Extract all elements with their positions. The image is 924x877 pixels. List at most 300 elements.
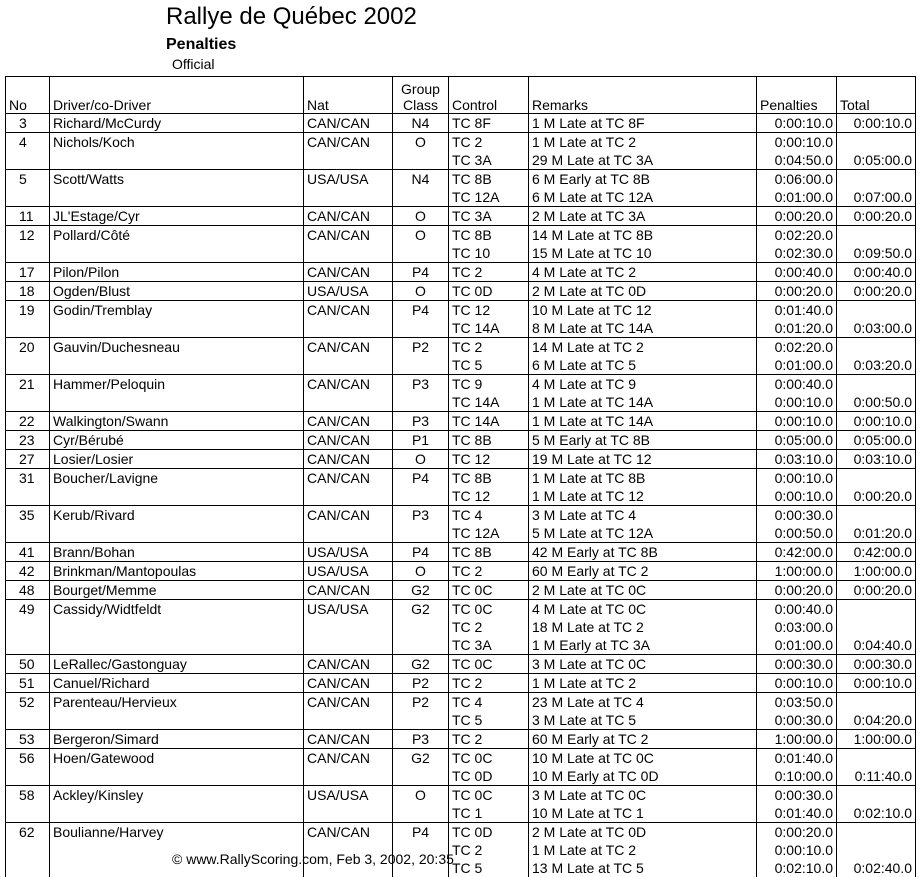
remark-text: 5 M Early at TC 8B [532, 431, 756, 449]
control-value: TC 4 [452, 506, 528, 524]
group-class: O [393, 226, 449, 263]
remarks-cell [529, 301, 757, 338]
control-value: TC 0D [452, 767, 528, 785]
control-cell [449, 375, 529, 412]
total-cell [837, 207, 916, 226]
nationality: CAN/CAN [304, 730, 393, 749]
table-row [6, 375, 916, 412]
penalties-cell [757, 114, 837, 133]
car-number: 35 [6, 506, 50, 543]
control-value: TC 12A [452, 188, 528, 206]
nationality: USA/USA [304, 170, 393, 207]
col-header-total: Total [837, 77, 916, 114]
spacer [837, 600, 912, 618]
spacer [837, 170, 912, 188]
penalty-value: 0:00:10.0 [757, 412, 833, 430]
control-value: TC 0C [452, 600, 528, 618]
penalty-value: 0:00:10.0 [757, 841, 833, 859]
total-cell [837, 412, 916, 431]
penalty-value: 0:00:20.0 [757, 207, 833, 225]
remark-text: 1 M Late at TC 2 [532, 841, 756, 859]
remarks-cell [529, 655, 757, 674]
driver-name: Kerub/Rivard [50, 506, 304, 543]
driver-name: Losier/Losier [50, 450, 304, 469]
penalties-cell [757, 786, 837, 823]
remark-text: 1 M Late at TC 2 [532, 133, 756, 151]
penalties-body [6, 114, 916, 877]
total-value: 0:00:10.0 [837, 674, 912, 692]
col-header-control: Control [449, 77, 529, 114]
remark-text: 10 M Late at TC 0C [532, 749, 756, 767]
group-class: P3 [393, 412, 449, 431]
remark-text: 42 M Early at TC 8B [532, 543, 756, 561]
control-cell [449, 693, 529, 730]
penalties-cell [757, 674, 837, 693]
table-row [6, 338, 916, 375]
driver-name: Cyr/Bérubé [50, 431, 304, 450]
remark-text: 2 M Late at TC 0D [532, 823, 756, 841]
table-row [6, 693, 916, 730]
spacer [837, 469, 912, 487]
car-number: 17 [6, 263, 50, 282]
control-value: TC 14A [452, 319, 528, 337]
table-row [6, 114, 916, 133]
remark-text: 14 M Late at TC 2 [532, 338, 756, 356]
control-value: TC 2 [452, 674, 528, 692]
nationality: CAN/CAN [304, 581, 393, 600]
group-class: O [393, 133, 449, 170]
remarks-cell [529, 375, 757, 412]
control-value: TC 12 [452, 487, 528, 505]
nationality: USA/USA [304, 282, 393, 301]
penalties-cell [757, 600, 837, 655]
penalty-value: 0:00:10.0 [757, 133, 833, 151]
group-class: P4 [393, 469, 449, 506]
table-row [6, 506, 916, 543]
nationality: CAN/CAN [304, 375, 393, 412]
penalty-value: 0:03:10.0 [757, 450, 833, 468]
remark-text: 60 M Early at TC 2 [532, 562, 756, 580]
total-value: 0:00:30.0 [837, 655, 912, 673]
control-value: TC 8B [452, 431, 528, 449]
car-number: 42 [6, 562, 50, 581]
control-cell [449, 581, 529, 600]
page-title: Rallye de Québec 2002 [166, 2, 417, 32]
penalty-value: 0:00:10.0 [757, 487, 833, 505]
car-number: 21 [6, 375, 50, 412]
car-number: 56 [6, 749, 50, 786]
car-number: 18 [6, 282, 50, 301]
penalties-cell [757, 282, 837, 301]
group-class: P2 [393, 693, 449, 730]
control-cell [449, 600, 529, 655]
control-value: TC 3A [452, 207, 528, 225]
total-cell [837, 431, 916, 450]
penalty-value: 0:01:00.0 [757, 636, 833, 654]
driver-name: Boucher/Lavigne [50, 469, 304, 506]
nationality: CAN/CAN [304, 338, 393, 375]
control-value: TC 8B [452, 543, 528, 561]
penalties-cell [757, 749, 837, 786]
control-cell [449, 823, 529, 877]
group-class: P4 [393, 543, 449, 562]
remark-text: 6 M Late at TC 5 [532, 356, 756, 374]
penalties-cell [757, 506, 837, 543]
driver-name: Bergeron/Simard [50, 730, 304, 749]
spacer [837, 823, 912, 841]
col-header-no: No [6, 77, 50, 114]
penalty-value: 0:42:00.0 [757, 543, 833, 561]
penalty-value: 0:00:30.0 [757, 786, 833, 804]
group-class: O [393, 207, 449, 226]
total-value: 0:00:40.0 [837, 263, 912, 281]
penalty-value: 0:00:30.0 [757, 711, 833, 729]
remark-text: 1 M Early at TC 3A [532, 636, 756, 654]
remark-text: 3 M Late at TC 0C [532, 655, 756, 673]
car-number: 19 [6, 301, 50, 338]
penalty-value: 0:02:20.0 [757, 338, 833, 356]
control-value: TC 12A [452, 524, 528, 542]
group-class: P3 [393, 730, 449, 749]
penalties-cell [757, 207, 837, 226]
remarks-cell [529, 412, 757, 431]
total-value: 0:07:00.0 [837, 188, 912, 206]
driver-name: LeRallec/Gastonguay [50, 655, 304, 674]
nationality: CAN/CAN [304, 469, 393, 506]
control-value: TC 0C [452, 786, 528, 804]
table-row [6, 600, 916, 655]
nationality: CAN/CAN [304, 823, 393, 877]
nationality: USA/USA [304, 600, 393, 655]
remarks-cell [529, 133, 757, 170]
car-number: 51 [6, 674, 50, 693]
driver-name: Richard/McCurdy [50, 114, 304, 133]
total-value: 0:00:20.0 [837, 487, 912, 505]
group-class: P3 [393, 375, 449, 412]
table-row [6, 469, 916, 506]
group-class: P4 [393, 263, 449, 282]
car-number: 41 [6, 543, 50, 562]
total-cell [837, 786, 916, 823]
remark-text: 23 M Late at TC 4 [532, 693, 756, 711]
table-row [6, 450, 916, 469]
spacer [837, 693, 912, 711]
car-number: 50 [6, 655, 50, 674]
nationality: CAN/CAN [304, 114, 393, 133]
control-value: TC 0C [452, 749, 528, 767]
remarks-cell [529, 693, 757, 730]
total-value: 0:00:20.0 [837, 282, 912, 300]
group-class: O [393, 282, 449, 301]
penalties-cell [757, 823, 837, 877]
nationality: CAN/CAN [304, 693, 393, 730]
penalty-value: 0:00:30.0 [757, 506, 833, 524]
total-cell [837, 674, 916, 693]
remark-text: 1 M Late at TC 8B [532, 469, 756, 487]
remark-text: 4 M Late at TC 9 [532, 375, 756, 393]
remarks-cell [529, 282, 757, 301]
control-cell [449, 114, 529, 133]
total-value: 0:04:20.0 [837, 711, 912, 729]
remark-text: 18 M Late at TC 2 [532, 618, 756, 636]
total-value: 0:00:20.0 [837, 207, 912, 225]
total-value: 1:00:00.0 [837, 562, 912, 580]
remarks-cell [529, 338, 757, 375]
table-row [6, 431, 916, 450]
control-cell [449, 543, 529, 562]
remark-text: 5 M Late at TC 12A [532, 524, 756, 542]
penalties-cell [757, 655, 837, 674]
penalties-cell [757, 469, 837, 506]
driver-name: Hammer/Peloquin [50, 375, 304, 412]
control-value: TC 4 [452, 693, 528, 711]
spacer [837, 301, 912, 319]
remark-text: 1 M Late at TC 2 [532, 674, 756, 692]
penalty-value: 0:00:20.0 [757, 282, 833, 300]
spacer [837, 841, 912, 859]
remarks-cell [529, 114, 757, 133]
car-number: 31 [6, 469, 50, 506]
driver-name: Pilon/Pilon [50, 263, 304, 282]
control-value: TC 3A [452, 151, 528, 169]
nationality: CAN/CAN [304, 506, 393, 543]
car-number: 52 [6, 693, 50, 730]
control-cell [449, 133, 529, 170]
driver-name: Pollard/Côté [50, 226, 304, 263]
penalties-cell [757, 226, 837, 263]
driver-name: JL'Estage/Cyr [50, 207, 304, 226]
group-class: N4 [393, 170, 449, 207]
control-value: TC 8B [452, 170, 528, 188]
total-value: 0:00:10.0 [837, 412, 912, 430]
penalty-value: 0:03:00.0 [757, 618, 833, 636]
car-number: 4 [6, 133, 50, 170]
penalty-value: 0:06:00.0 [757, 170, 833, 188]
table-row [6, 282, 916, 301]
total-cell [837, 506, 916, 543]
total-cell [837, 282, 916, 301]
control-value: TC 5 [452, 711, 528, 729]
table-row [6, 730, 916, 749]
control-value: TC 14A [452, 412, 528, 430]
control-value: TC 0C [452, 581, 528, 599]
total-cell [837, 301, 916, 338]
group-class: P4 [393, 823, 449, 877]
remarks-cell [529, 207, 757, 226]
nationality: CAN/CAN [304, 301, 393, 338]
remark-text: 13 M Late at TC 5 [532, 859, 756, 877]
penalty-value: 0:00:20.0 [757, 581, 833, 599]
penalties-cell [757, 412, 837, 431]
control-cell [449, 207, 529, 226]
control-value: TC 12 [452, 450, 528, 468]
penalty-value: 0:01:00.0 [757, 188, 833, 206]
remarks-cell [529, 543, 757, 562]
table-row [6, 263, 916, 282]
total-value: 0:02:40.0 [837, 859, 912, 877]
penalties-cell [757, 133, 837, 170]
remarks-cell [529, 562, 757, 581]
remark-text: 3 M Late at TC 4 [532, 506, 756, 524]
table-row [6, 207, 916, 226]
total-cell [837, 730, 916, 749]
control-value: TC 2 [452, 133, 528, 151]
table-row [6, 412, 916, 431]
total-value: 0:04:40.0 [837, 636, 912, 654]
control-cell [449, 562, 529, 581]
total-cell [837, 450, 916, 469]
total-value: 0:05:00.0 [837, 151, 912, 169]
group-class: P3 [393, 506, 449, 543]
remarks-cell [529, 226, 757, 263]
control-value: TC 0D [452, 282, 528, 300]
penalty-value: 0:03:50.0 [757, 693, 833, 711]
total-cell [837, 170, 916, 207]
col-header-group: Group [393, 81, 448, 97]
car-number: 58 [6, 786, 50, 823]
driver-name: Walkington/Swann [50, 412, 304, 431]
nationality: CAN/CAN [304, 263, 393, 282]
spacer [837, 786, 912, 804]
table-row [6, 543, 916, 562]
total-value: 0:11:40.0 [837, 767, 912, 785]
total-value: 0:03:00.0 [837, 319, 912, 337]
penalty-value: 1:00:00.0 [757, 730, 833, 748]
penalties-cell [757, 170, 837, 207]
nationality: CAN/CAN [304, 655, 393, 674]
remark-text: 6 M Late at TC 12A [532, 188, 756, 206]
spacer [837, 375, 912, 393]
total-cell [837, 375, 916, 412]
remark-text: 2 M Late at TC 0D [532, 282, 756, 300]
remark-text: 10 M Late at TC 12 [532, 301, 756, 319]
remark-text: 10 M Early at TC 0D [532, 767, 756, 785]
total-value: 0:42:00.0 [837, 543, 912, 561]
remarks-cell [529, 786, 757, 823]
spacer [837, 133, 912, 151]
remark-text: 2 M Late at TC 3A [532, 207, 756, 225]
table-row [6, 674, 916, 693]
driver-name: Brinkman/Mantopoulas [50, 562, 304, 581]
driver-name: Ackley/Kinsley [50, 786, 304, 823]
penalties-cell [757, 693, 837, 730]
total-value: 0:09:50.0 [837, 244, 912, 262]
control-cell [449, 412, 529, 431]
total-cell [837, 114, 916, 133]
driver-name: Godin/Tremblay [50, 301, 304, 338]
table-row [6, 749, 916, 786]
nationality: CAN/CAN [304, 431, 393, 450]
driver-name: Ogden/Blust [50, 282, 304, 301]
total-value: 0:02:10.0 [837, 804, 912, 822]
table-row [6, 655, 916, 674]
remarks-cell [529, 581, 757, 600]
penalties-cell [757, 431, 837, 450]
penalty-value: 0:01:40.0 [757, 804, 833, 822]
remark-text: 3 M Late at TC 0C [532, 786, 756, 804]
driver-name: Bourget/Memme [50, 581, 304, 600]
driver-name: Hoen/Gatewood [50, 749, 304, 786]
total-cell [837, 823, 916, 877]
car-number: 5 [6, 170, 50, 207]
penalties-cell [757, 562, 837, 581]
control-cell [449, 749, 529, 786]
nationality: CAN/CAN [304, 207, 393, 226]
total-value: 0:00:10.0 [837, 114, 912, 132]
control-value: TC 8F [452, 114, 528, 132]
table-row [6, 581, 916, 600]
table-row [6, 562, 916, 581]
group-class: O [393, 562, 449, 581]
remark-text: 1 M Late at TC 8F [532, 114, 756, 132]
total-cell [837, 749, 916, 786]
remark-text: 1 M Late at TC 14A [532, 393, 756, 411]
penalty-value: 0:01:40.0 [757, 301, 833, 319]
remark-text: 1 M Late at TC 12 [532, 487, 756, 505]
footer-copyright: © www.RallyScoring.com, Feb 3, 2002, 20:35 [172, 851, 454, 867]
spacer [837, 226, 912, 244]
spacer [837, 749, 912, 767]
nationality: CAN/CAN [304, 226, 393, 263]
total-value: 0:00:20.0 [837, 581, 912, 599]
penalties-cell [757, 338, 837, 375]
total-cell [837, 543, 916, 562]
penalty-value: 0:00:10.0 [757, 469, 833, 487]
penalties-cell [757, 730, 837, 749]
spacer [837, 338, 912, 356]
control-cell [449, 655, 529, 674]
penalties-cell [757, 263, 837, 282]
control-value: TC 2 [452, 618, 528, 636]
penalty-value: 0:01:00.0 [757, 356, 833, 374]
remark-text: 8 M Late at TC 14A [532, 319, 756, 337]
penalty-value: 0:02:10.0 [757, 859, 833, 877]
penalty-value: 0:04:50.0 [757, 151, 833, 169]
col-header-driver: Driver/co-Driver [50, 77, 304, 114]
group-class: G2 [393, 655, 449, 674]
car-number: 12 [6, 226, 50, 263]
total-cell [837, 600, 916, 655]
penalty-value: 0:00:10.0 [757, 393, 833, 411]
remarks-cell [529, 749, 757, 786]
remarks-cell [529, 674, 757, 693]
remark-text: 19 M Late at TC 12 [532, 450, 756, 468]
penalty-value: 0:00:50.0 [757, 524, 833, 542]
remark-text: 14 M Late at TC 8B [532, 226, 756, 244]
car-number: 3 [6, 114, 50, 133]
control-value: TC 5 [452, 859, 528, 877]
table-row [6, 301, 916, 338]
total-cell [837, 562, 916, 581]
nationality: USA/USA [304, 562, 393, 581]
control-value: TC 9 [452, 375, 528, 393]
control-value: TC 2 [452, 263, 528, 281]
spacer [837, 618, 912, 636]
remark-text: 29 M Late at TC 3A [532, 151, 756, 169]
col-header-class: Class [393, 97, 448, 113]
nationality: CAN/CAN [304, 674, 393, 693]
nationality: CAN/CAN [304, 450, 393, 469]
total-cell [837, 133, 916, 170]
penalty-value: 0:00:20.0 [757, 823, 833, 841]
table-row [6, 133, 916, 170]
control-cell [449, 282, 529, 301]
control-cell [449, 730, 529, 749]
remarks-cell [529, 431, 757, 450]
remark-text: 6 M Early at TC 8B [532, 170, 756, 188]
car-number: 62 [6, 823, 50, 877]
control-cell [449, 226, 529, 263]
